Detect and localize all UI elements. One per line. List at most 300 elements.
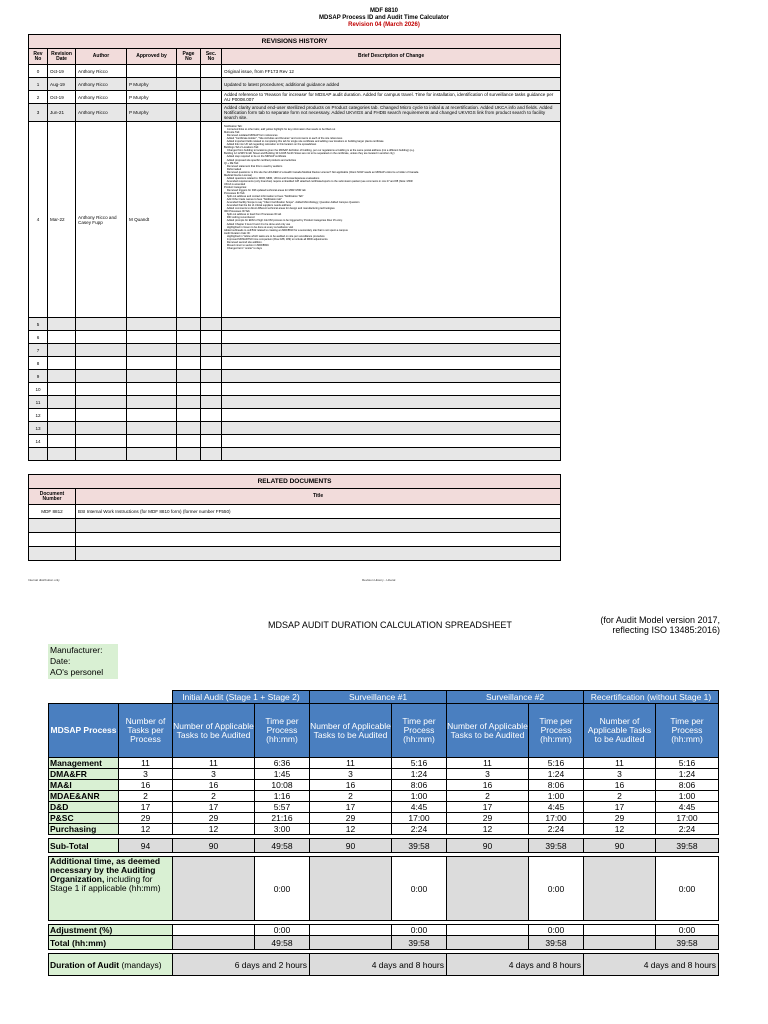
total-label: Total (hh:mm) xyxy=(49,936,173,950)
revision-row xyxy=(29,396,561,409)
duration-cell: 4 days and 8 hours xyxy=(584,954,719,976)
applicable-tasks-cell[interactable]: 29 xyxy=(173,813,255,824)
subtotal-tasks: 94 xyxy=(119,839,173,853)
change-description xyxy=(222,409,561,422)
change-description xyxy=(222,383,561,396)
time-cell[interactable]: 8:06 xyxy=(656,780,719,791)
rev-no: 9 xyxy=(29,370,48,383)
approved-by: P Murphy xyxy=(127,78,177,91)
applicable-tasks-cell[interactable]: 17 xyxy=(447,802,529,813)
sec-no xyxy=(201,122,222,318)
time-cell[interactable]: 6:36 xyxy=(255,758,310,769)
duration-label-main: Duration of Audit xyxy=(50,959,120,970)
process-name: Purchasing xyxy=(49,824,119,835)
process-name: P&SC xyxy=(49,813,119,824)
adjustment-cell: 0:00 xyxy=(656,925,719,936)
applicable-tasks-cell[interactable]: 2 xyxy=(447,791,529,802)
applicable-tasks-cell[interactable]: 16 xyxy=(173,780,255,791)
form-number: MDF 8810 xyxy=(369,8,398,14)
author xyxy=(76,344,127,357)
time-cell[interactable]: 1:24 xyxy=(656,769,719,780)
rev-no: 3 xyxy=(29,104,48,122)
time-cell[interactable]: 1:16 xyxy=(255,791,310,802)
adjustment-input[interactable] xyxy=(310,925,392,936)
manufacturer-label: Manufacturer: xyxy=(50,645,103,655)
revision-row xyxy=(29,370,561,383)
author xyxy=(76,331,127,344)
total-cell: 39:58 xyxy=(656,936,719,950)
rev-no: 12 xyxy=(29,409,48,422)
applicable-tasks-cell[interactable]: 11 xyxy=(310,758,392,769)
change-description: Notification Tab: Corrected links to other tabs; add yellow highlight for key information that needs to be filled out Multi-site Tab: Removed outdated MDSAP form references Added "Certificate Holder", "Site Activities and Devices" and comments to each of the site references Added important fields related to completing this tab for single site certificate and adding new locations to building larger plants certificate Added link into UK tab regarding relocation to this location on the spreadsheet Buildings Tab 2 Locations Tab: Changed from building to locations given the MDSAP definition of building, per our regulations a building is at the same postal address (not a different building) (e.g. Building 12 12345 Smith Street and Building 33 12345 Smith Street are not to be separated on the certificate, unless they are located in another city) Added step required to be on the MDSAP certificate Added proposed site specific certified products and activities QI + RE Tab: Removed statement that this is used by auditors Reformatted Removed questions: is this site the HOLDER of a Health Canada Medical Device License? Not applicable (Client NOW needs an MDSAP entire be a holder of Canada Medical Device License) Added questions related to: MDR, MDR, UKCA and Korea/Japanese evaluations Amended requirements (only branches) require embedded GPI attached certificate/reports to the submission packet (see comments in row 27 and 88 (Note: MDR UKCA is amended Product Categories: Removed triggers for DM updated technical areas for MDR IVDR tab Processes ID Tab: Split out address and contact information to Fees "Notification Tab" Add Other trade names to fees "Notification tab" Amended Facility Scope to say "Client Certification Scope". Added Microbiology; Question Added Campus Question Amended that the list of critical suppliers needs address Added comments to direct different technical areas for design and manufacturing technologies IDD Processes ID Tab: Split out address to feed from Processes ID tab IDD coding renumbered Added prompts for EDM of high risk DM process to be triggered by Product Categories Row 15 entry. Added Chapter 3 level 3 and 4 to be done and only use Highlighted in Green to be done at every surveillance visit Added subheads to cell B32 related to creating an MDF8810 for a secondary site that is not spent a campus Audit Duration Calc ID: Highlighted in Yellow which tasks are to be audited on site per surveillance procedure Improved MDSAP/ISO time comparison (Row 188, 189) to include all MDD adjustments. Removed second site addition. Moved minor to section in MDF8820. Changed term" onsite" to days xyxy=(222,122,561,318)
time-cell[interactable]: 1:00 xyxy=(529,791,584,802)
related-doc-number xyxy=(29,519,76,533)
author xyxy=(76,448,127,461)
process-name: D&D xyxy=(49,802,119,813)
group-recertification: Recertification (without Stage 1) xyxy=(584,691,719,704)
calc-note-line2: reflecting ISO 13485:2016) xyxy=(612,625,720,635)
additional-time-row xyxy=(49,857,719,921)
adjustment-row xyxy=(49,925,719,936)
additional-time-label-main: Additional time, as deemed necessary by the Auditing Organization, xyxy=(50,856,161,884)
change-description: Original issue, from FF173 Rev 12 xyxy=(222,65,561,78)
sec-no xyxy=(201,370,222,383)
page-no xyxy=(177,370,201,383)
related-doc-title: BSI Internal Work Instructions (for MDF 8810 form) (former number FF550) xyxy=(76,505,561,519)
additional-blank xyxy=(310,857,392,921)
author xyxy=(76,422,127,435)
date-label: Date: xyxy=(50,656,71,666)
applicable-tasks-cell[interactable]: 16 xyxy=(584,780,656,791)
total-blank xyxy=(173,936,255,950)
calc-title: MDSAP AUDIT DURATION CALCULATION SPREADSHEET xyxy=(268,620,512,630)
revision-date xyxy=(48,344,76,357)
additional-blank xyxy=(584,857,656,921)
author xyxy=(76,357,127,370)
applicable-tasks-cell[interactable]: 3 xyxy=(447,769,529,780)
group-surveillance-2: Surveillance #2 xyxy=(447,691,584,704)
additional-time-cell[interactable]: 0:00 xyxy=(656,857,719,921)
adjustment-label: Adjustment (%) xyxy=(49,925,173,936)
process-row xyxy=(49,780,719,791)
col-applicable-surv2: Number of Applicable Tasks to be Audited xyxy=(447,704,529,758)
applicable-tasks-cell[interactable]: 12 xyxy=(173,824,255,835)
document-header xyxy=(0,8,768,29)
sec-no xyxy=(201,331,222,344)
applicable-tasks-cell[interactable]: 16 xyxy=(310,780,392,791)
revision-label: Revision 04 (March 2026) xyxy=(348,22,420,28)
revision-row xyxy=(29,91,561,104)
adjustment-cell: 0:00 xyxy=(255,925,310,936)
process-name: MDAE&ANR xyxy=(49,791,119,802)
approved-by xyxy=(127,318,177,331)
approved-by xyxy=(127,422,177,435)
time-cell[interactable]: 4:45 xyxy=(656,802,719,813)
rev-no: 8 xyxy=(29,357,48,370)
applicable-tasks-cell[interactable]: 12 xyxy=(310,824,392,835)
duration-cell: 4 days and 8 hours xyxy=(447,954,584,976)
related-doc-row xyxy=(29,505,561,519)
revision-row xyxy=(29,104,561,122)
related-doc-number xyxy=(29,547,76,561)
revision-row xyxy=(29,435,561,448)
revision-date: Jun-21 xyxy=(48,104,76,122)
subtotal-row xyxy=(49,839,719,853)
approved-by xyxy=(127,435,177,448)
applicable-tasks-cell[interactable]: 11 xyxy=(173,758,255,769)
page-no xyxy=(177,357,201,370)
sec-no xyxy=(201,396,222,409)
footer-sheet-name: Revision History - Liberal xyxy=(362,578,396,582)
related-section-title: RELATED DOCUMENTS xyxy=(29,475,561,489)
duration-cell: 6 days and 2 hours xyxy=(173,954,310,976)
author xyxy=(76,409,127,422)
duration-label-unit: (mandays) xyxy=(119,959,162,970)
col-author: Author xyxy=(76,49,127,65)
page-no xyxy=(177,396,201,409)
revision-row xyxy=(29,122,561,318)
author: Anthony Ricco xyxy=(76,91,127,104)
rev-no: 4 xyxy=(29,122,48,318)
approved-by xyxy=(127,383,177,396)
revision-row xyxy=(29,344,561,357)
col-time-recert: Time per Process (hh:mm) xyxy=(656,704,719,758)
sec-no xyxy=(201,65,222,78)
ao-personel-label: AO's personel xyxy=(50,667,104,677)
time-cell[interactable]: 5:16 xyxy=(392,758,447,769)
subtotal-cell: 49:58 xyxy=(255,839,310,853)
subtotal-cell: 39:58 xyxy=(656,839,719,853)
meta-box xyxy=(48,644,118,679)
rev-no xyxy=(29,448,48,461)
revision-row xyxy=(29,383,561,396)
time-cell[interactable]: 1:24 xyxy=(392,769,447,780)
change-description xyxy=(222,435,561,448)
sec-no xyxy=(201,357,222,370)
approved-by: M Quandt xyxy=(127,122,177,318)
duration-label xyxy=(49,954,173,976)
subtotal-cell: 39:58 xyxy=(529,839,584,853)
process-name: DMA&FR xyxy=(49,769,119,780)
time-cell[interactable]: 4:45 xyxy=(529,802,584,813)
sec-no xyxy=(201,318,222,331)
time-cell[interactable]: 10:08 xyxy=(255,780,310,791)
total-cell: 39:58 xyxy=(392,936,447,950)
revision-date xyxy=(48,370,76,383)
applicable-tasks-cell[interactable]: 17 xyxy=(310,802,392,813)
subtotal-cell: 90 xyxy=(310,839,392,853)
col-mdsap-process: MDSAP Process xyxy=(49,704,119,758)
additional-blank xyxy=(447,857,529,921)
total-blank xyxy=(447,936,529,950)
process-row xyxy=(49,758,719,769)
page-no xyxy=(177,78,201,91)
revision-row xyxy=(29,409,561,422)
process-name: Management xyxy=(49,758,119,769)
applicable-tasks-cell[interactable]: 29 xyxy=(584,813,656,824)
duration-table xyxy=(48,690,719,976)
applicable-tasks-cell[interactable]: 17 xyxy=(584,802,656,813)
col-revision-date: Revision Date xyxy=(48,49,76,65)
process-row xyxy=(49,791,719,802)
change-description: Added clarity around end-user sterilized products on Product categories tab. Changed Micro cycle to initial & at recertification. Added UKCA info and fields. Added Notification form tab to separate form not necessary. Added UKVIGS and FHDB search requirements and changed UKVIGS link from product search to facility search site. xyxy=(222,104,561,122)
approved-by xyxy=(127,65,177,78)
author: Anthony Ricco xyxy=(76,104,127,122)
col-document-title: Title xyxy=(76,489,561,505)
author: Anthony Ricco xyxy=(76,65,127,78)
applicable-tasks-cell[interactable]: 3 xyxy=(310,769,392,780)
document-title: MDSAP Process ID and Audit Time Calculator xyxy=(319,15,449,21)
sec-no xyxy=(201,383,222,396)
revision-date: Oct-19 xyxy=(48,91,76,104)
calc-note-line1: (for Audit Model version 2017, xyxy=(600,615,720,625)
tasks-per-process: 3 xyxy=(119,769,173,780)
approved-by xyxy=(127,357,177,370)
sec-no xyxy=(201,435,222,448)
page-no xyxy=(177,409,201,422)
tasks-per-process: 12 xyxy=(119,824,173,835)
rev-no: 0 xyxy=(29,65,48,78)
page-no xyxy=(177,448,201,461)
subtotal-cell: 90 xyxy=(584,839,656,853)
applicable-tasks-cell[interactable]: 3 xyxy=(584,769,656,780)
col-tasks-per-process: Number of Tasks per Process xyxy=(119,704,173,758)
change-description: Updated to latest procedures; additional guidance added xyxy=(222,78,561,91)
related-doc-number: MDF 8812 xyxy=(29,505,76,519)
col-time-surv1: Time per Process (hh:mm) xyxy=(392,704,447,758)
change-description xyxy=(222,396,561,409)
calc-note xyxy=(600,615,720,635)
revision-date xyxy=(48,396,76,409)
time-cell[interactable]: 2:24 xyxy=(392,824,447,835)
approved-by xyxy=(127,448,177,461)
total-row xyxy=(49,936,719,950)
revision-row xyxy=(29,318,561,331)
approved-by xyxy=(127,409,177,422)
applicable-tasks-cell[interactable]: 12 xyxy=(447,824,529,835)
time-cell[interactable]: 5:16 xyxy=(656,758,719,769)
page-no xyxy=(177,435,201,448)
applicable-tasks-cell[interactable]: 2 xyxy=(310,791,392,802)
col-applicable-initial: Number of Applicable Tasks to be Audited xyxy=(173,704,255,758)
page-no xyxy=(177,383,201,396)
additional-time-label xyxy=(49,857,173,921)
applicable-tasks-cell[interactable]: 2 xyxy=(584,791,656,802)
adjustment-cell: 0:00 xyxy=(529,925,584,936)
change-description xyxy=(222,357,561,370)
author xyxy=(76,383,127,396)
additional-time-cell[interactable]: 0:00 xyxy=(255,857,310,921)
subtotal-cell: 90 xyxy=(447,839,529,853)
applicable-tasks-cell[interactable]: 17 xyxy=(173,802,255,813)
time-cell[interactable]: 1:00 xyxy=(392,791,447,802)
time-cell[interactable]: 5:16 xyxy=(529,758,584,769)
rev-no: 10 xyxy=(29,383,48,396)
additional-blank xyxy=(173,857,255,921)
subtotal-label: Sub-Total xyxy=(49,839,119,853)
col-rev-no: Rev No xyxy=(29,49,48,65)
revisions-section-title: REVISIONS HISTORY xyxy=(29,35,561,49)
additional-time-cell[interactable]: 0:00 xyxy=(529,857,584,921)
time-cell[interactable]: 1:00 xyxy=(656,791,719,802)
adjustment-cell: 0:00 xyxy=(392,925,447,936)
page-no xyxy=(177,91,201,104)
tasks-per-process: 11 xyxy=(119,758,173,769)
rev-no: 2 xyxy=(29,91,48,104)
time-cell[interactable]: 1:45 xyxy=(255,769,310,780)
time-cell[interactable]: 4:45 xyxy=(392,802,447,813)
tasks-per-process: 17 xyxy=(119,802,173,813)
col-applicable-surv1: Number of Applicable Tasks to be Audited xyxy=(310,704,392,758)
additional-time-cell[interactable]: 0:00 xyxy=(392,857,447,921)
revision-date xyxy=(48,448,76,461)
col-document-number: Document Number xyxy=(29,489,76,505)
revisions-table xyxy=(28,34,561,561)
related-doc-row xyxy=(29,547,561,561)
adjustment-input[interactable] xyxy=(584,925,656,936)
time-cell[interactable]: 2:24 xyxy=(656,824,719,835)
tasks-per-process: 29 xyxy=(119,813,173,824)
additional-time-label-rest: including for Stage 1 if applicable (hh:mm) xyxy=(50,874,161,893)
revision-date xyxy=(48,383,76,396)
revision-date xyxy=(48,331,76,344)
related-doc-title xyxy=(76,547,561,561)
page-no xyxy=(177,122,201,318)
col-approved-by: Approved by xyxy=(127,49,177,65)
subtotal-cell: 90 xyxy=(173,839,255,853)
sec-no xyxy=(201,91,222,104)
author: Anthony Ricco xyxy=(76,78,127,91)
change-description xyxy=(222,448,561,461)
time-cell[interactable]: 17:00 xyxy=(656,813,719,824)
total-cell: 49:58 xyxy=(255,936,310,950)
total-cell: 39:58 xyxy=(529,936,584,950)
revision-date xyxy=(48,357,76,370)
tasks-per-process: 2 xyxy=(119,791,173,802)
sec-no xyxy=(201,448,222,461)
applicable-tasks-cell[interactable]: 16 xyxy=(447,780,529,791)
page-no xyxy=(177,331,201,344)
revision-date xyxy=(48,318,76,331)
rev-no: 1 xyxy=(29,78,48,91)
time-cell[interactable]: 5:57 xyxy=(255,802,310,813)
duration-row xyxy=(49,954,719,976)
col-page-no: Page No xyxy=(177,49,201,65)
revision-row xyxy=(29,331,561,344)
sec-no xyxy=(201,422,222,435)
rev-no: 13 xyxy=(29,422,48,435)
total-blank xyxy=(310,936,392,950)
page-no xyxy=(177,422,201,435)
author xyxy=(76,396,127,409)
rev-no: 11 xyxy=(29,396,48,409)
change-description xyxy=(222,422,561,435)
page-no xyxy=(177,65,201,78)
time-cell[interactable]: 2:24 xyxy=(529,824,584,835)
related-doc-row xyxy=(29,519,561,533)
process-row xyxy=(49,802,719,813)
rev-no: 7 xyxy=(29,344,48,357)
applicable-tasks-cell[interactable]: 12 xyxy=(584,824,656,835)
change-description xyxy=(222,318,561,331)
adjustment-input[interactable] xyxy=(447,925,529,936)
sec-no xyxy=(201,78,222,91)
sec-no xyxy=(201,104,222,122)
applicable-tasks-cell[interactable]: 11 xyxy=(584,758,656,769)
col-description: Brief Description of Change xyxy=(222,49,561,65)
col-time-initial: Time per Process (hh:mm) xyxy=(255,704,310,758)
author xyxy=(76,435,127,448)
time-cell[interactable]: 21:16 xyxy=(255,813,310,824)
duration-cell: 4 days and 8 hours xyxy=(310,954,447,976)
col-time-surv2: Time per Process (hh:mm) xyxy=(529,704,584,758)
time-cell[interactable]: 1:24 xyxy=(529,769,584,780)
page-no xyxy=(177,104,201,122)
col-applicable-recert: Number of Applicable Tasks to be Audited xyxy=(584,704,656,758)
rev-no: 14 xyxy=(29,435,48,448)
time-cell[interactable]: 3:00 xyxy=(255,824,310,835)
approved-by xyxy=(127,331,177,344)
applicable-tasks-cell[interactable]: 29 xyxy=(447,813,529,824)
approved-by xyxy=(127,370,177,383)
subtotal-cell: 39:58 xyxy=(392,839,447,853)
related-doc-row xyxy=(29,533,561,547)
revision-date xyxy=(48,409,76,422)
change-description xyxy=(222,370,561,383)
related-doc-title xyxy=(76,533,561,547)
adjustment-input[interactable] xyxy=(173,925,255,936)
revision-row xyxy=(29,448,561,461)
revision-date: Mar-22 xyxy=(48,122,76,318)
applicable-tasks-cell[interactable]: 3 xyxy=(173,769,255,780)
rev-no: 6 xyxy=(29,331,48,344)
rev-no: 5 xyxy=(29,318,48,331)
applicable-tasks-cell[interactable]: 29 xyxy=(310,813,392,824)
author xyxy=(76,370,127,383)
time-cell[interactable]: 8:06 xyxy=(529,780,584,791)
change-description xyxy=(222,331,561,344)
page-no xyxy=(177,344,201,357)
time-cell[interactable]: 17:00 xyxy=(392,813,447,824)
col-sec-no: Sec. No xyxy=(201,49,222,65)
approved-by xyxy=(127,396,177,409)
revision-row xyxy=(29,357,561,370)
footer-distribution: Internal distribution only xyxy=(28,578,60,582)
approved-by: P Murphy xyxy=(127,104,177,122)
related-doc-title xyxy=(76,519,561,533)
applicable-tasks-cell[interactable]: 11 xyxy=(447,758,529,769)
process-row xyxy=(49,813,719,824)
change-description: Added reference to 'Reason for increase' for MDSAP audit duration. Added for campus travel. Time for installation, identification of surveillance tasks guidance per AU P0008.007 xyxy=(222,91,561,104)
applicable-tasks-cell[interactable]: 2 xyxy=(173,791,255,802)
sec-no xyxy=(201,409,222,422)
author: Anthony Ricco and Casey Fupp xyxy=(76,122,127,318)
group-initial-audit: Initial Audit (Stage 1 + Stage 2) xyxy=(173,691,310,704)
revision-row xyxy=(29,422,561,435)
group-surveillance-1: Surveillance #1 xyxy=(310,691,447,704)
process-name: MA&I xyxy=(49,780,119,791)
revision-row xyxy=(29,78,561,91)
related-doc-number xyxy=(29,533,76,547)
time-cell[interactable]: 8:06 xyxy=(392,780,447,791)
page-no xyxy=(177,318,201,331)
process-row xyxy=(49,824,719,835)
sec-no xyxy=(201,344,222,357)
revision-row xyxy=(29,65,561,78)
approved-by: P Murphy xyxy=(127,91,177,104)
approved-by xyxy=(127,344,177,357)
time-cell[interactable]: 17:00 xyxy=(529,813,584,824)
